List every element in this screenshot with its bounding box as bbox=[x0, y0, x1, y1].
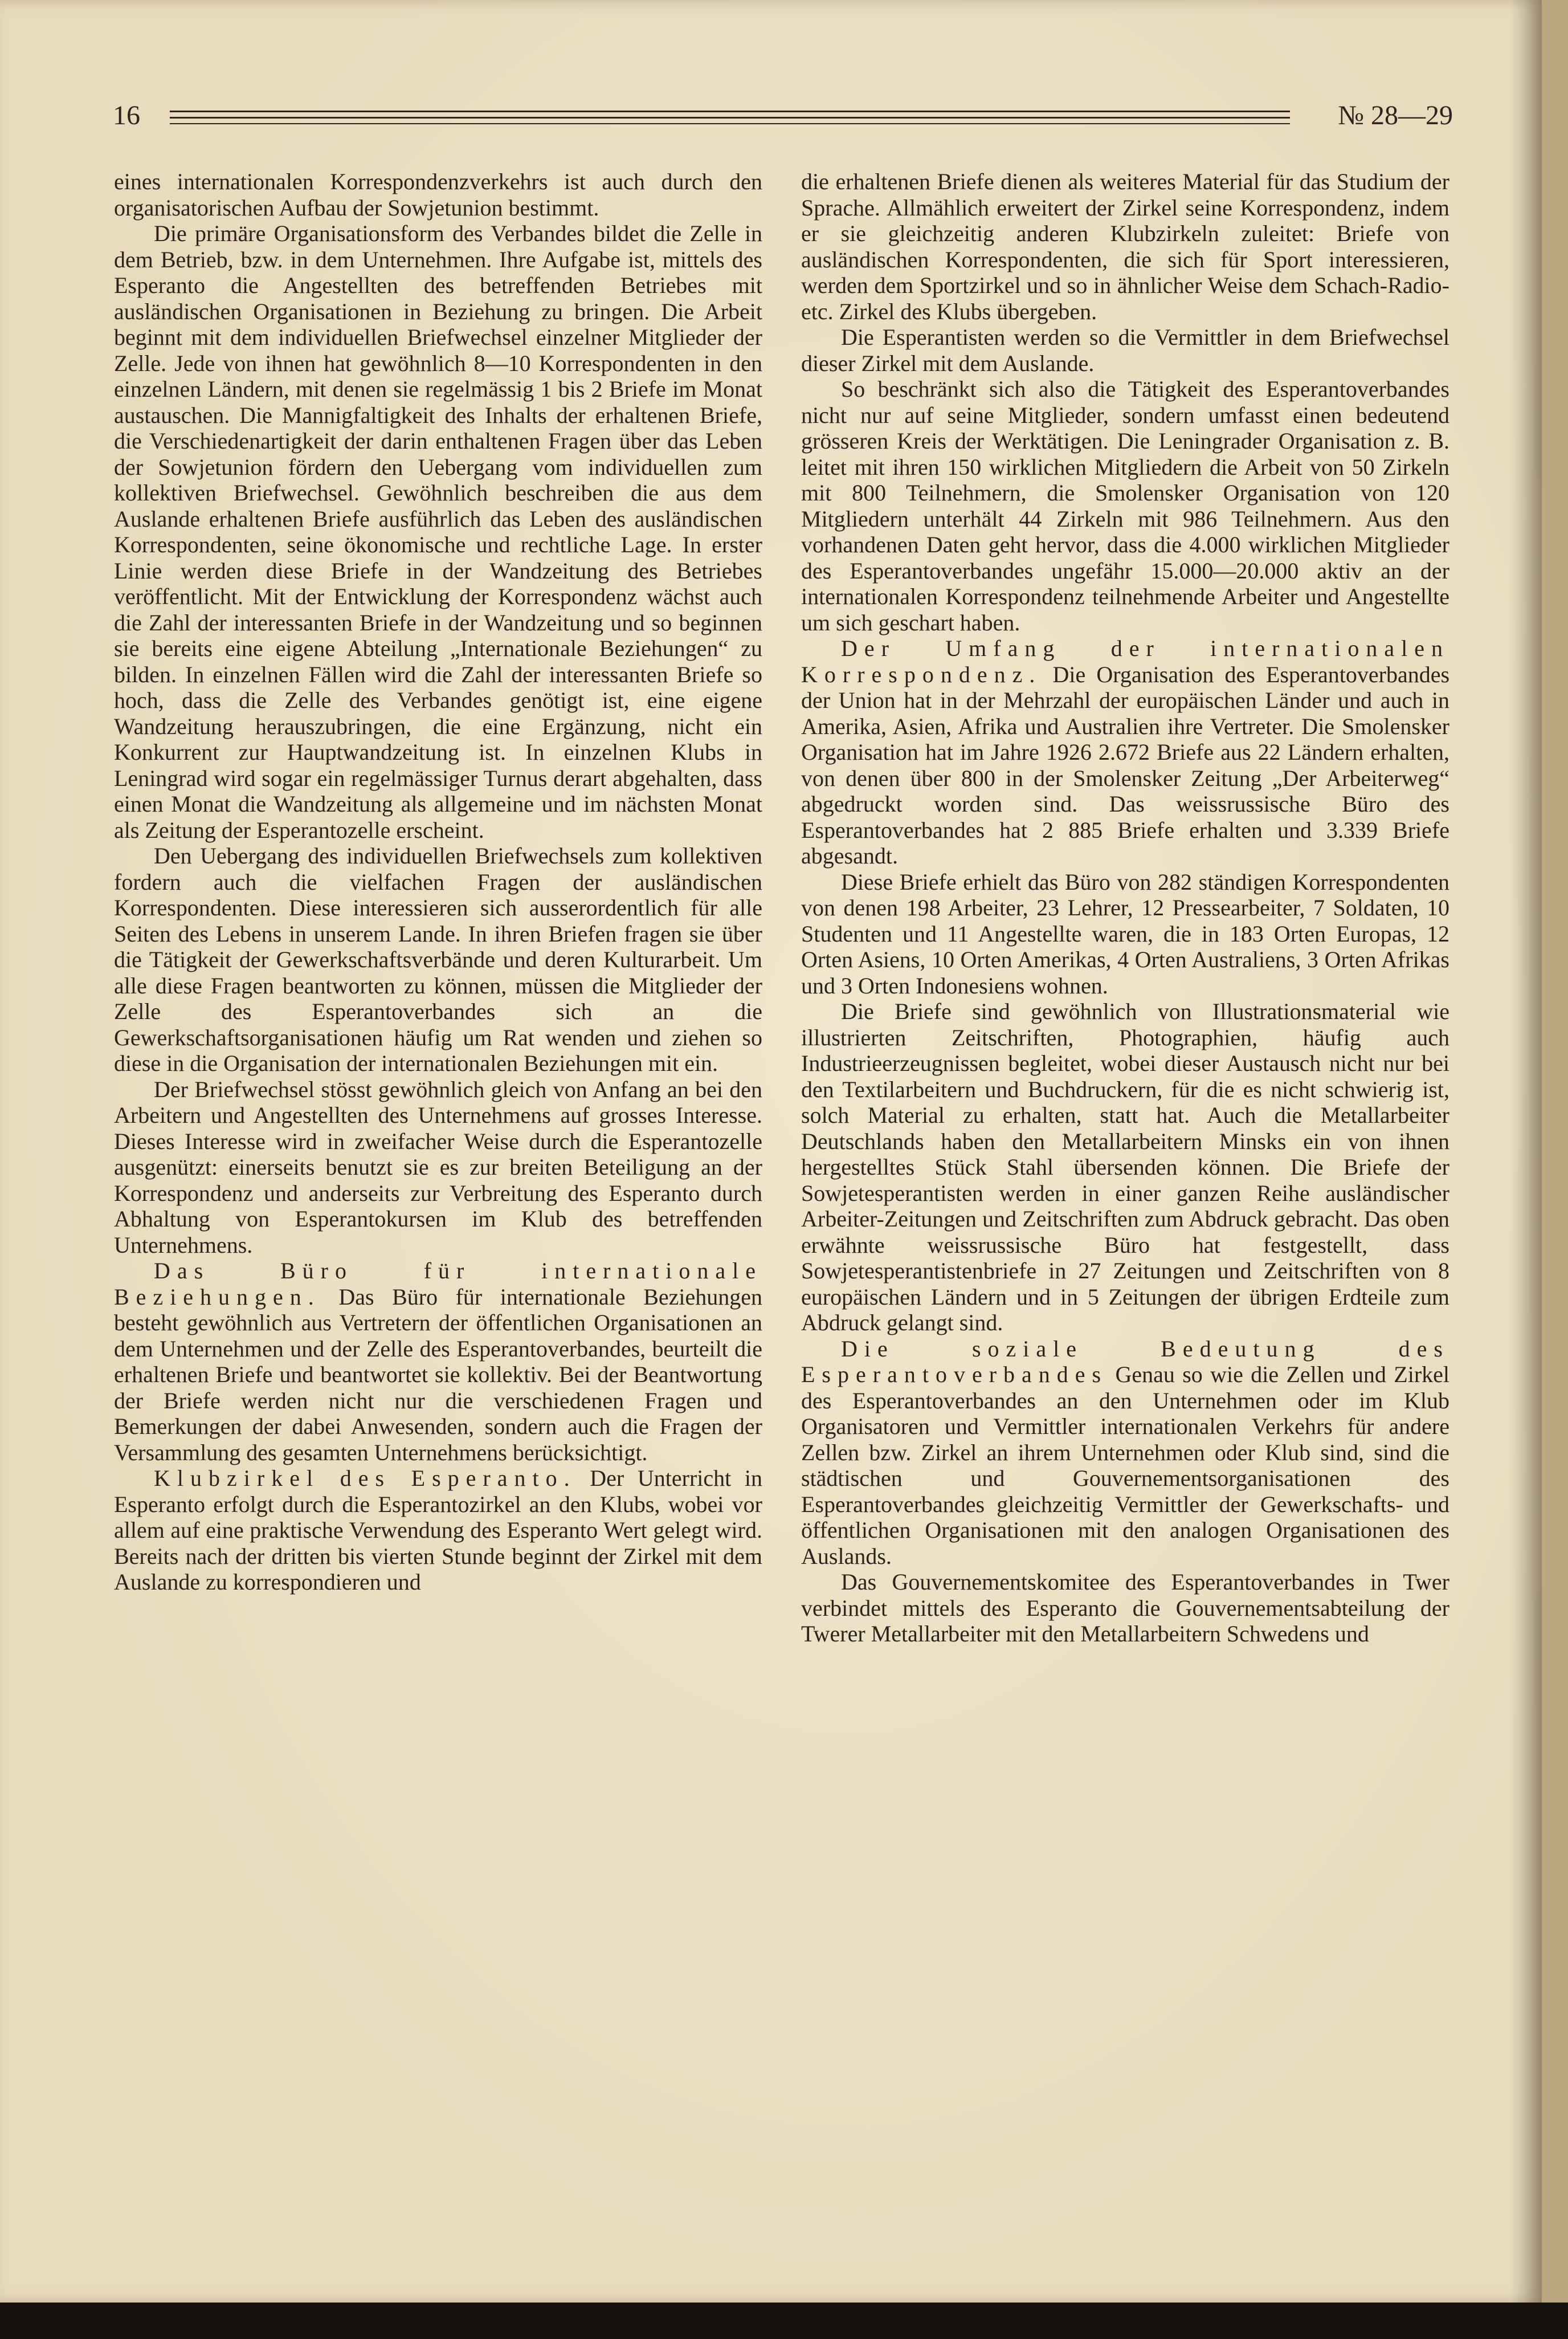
section-heading: Die soziale Bedeutung des Esperantoverbandes bbox=[801, 1335, 1449, 1387]
paragraph bbox=[801, 1569, 1449, 1647]
issue-number: № 28—29 bbox=[1338, 100, 1453, 131]
paragraph-text: Der Briefwechsel stösst gewöhnlich gleich von Anfang an bei den Arbeitern und Angestellten des Unternehmens auf grosses Interesse. Dieses Interesse wird in zweifacher Weise durch die Esperantozelle ausgenützt: einerseits benutzt sie es zur breiten Beteiligung an der Korrespondenz und anderseits zur Verbreitung des Esperanto durch Abhaltung von Esperantokursen im Klub des betreffenden Unternehmens. bbox=[114, 1076, 762, 1258]
page-number: 16 bbox=[113, 100, 140, 131]
paragraph-text: Genau so wie die Zellen und Zirkel des Esperantoverbandes an den Unternehmen oder im Klub Organisatoren und Vermittler internationalen Verkehrs für andere Zellen bzw. Zirkel an ihrem Unternehmen oder Klub sind, sind die städtischen und Gouvernementsorganisationen des Esperantoverbandes gleichzeitig Vermittler der Gewerkschafts- und öffentlichen Organisationen mit den analogen Organisationen des Auslands. bbox=[801, 1362, 1450, 1569]
section-heading: Klubzirkel des Esperanto. bbox=[154, 1465, 577, 1491]
paragraph bbox=[801, 869, 1449, 999]
paragraph-text: So beschränkt sich also die Tätigkeit des Esperantoverbandes nicht nur auf seine Mitglieder, sondern umfasst einen bedeutend grösseren Kreis der Werktätigen. Die Leningrader Organisation z. B. leitet mit ihren 150 wirklichen Mitgliedern die Arbeit von 50 Zirkeln mit 800 Teilnehmern, die Smolensker Organisation von 120 Mitgliedern unterhält 44 Zirkeln mit 986 Teilnehmern. Aus den vorhandenen Daten geht hervor, dass die 4.000 wirklichen Mitglieder des Esperantoverbandes ungefähr 15.000—20.000 aktiv an der internationalen Korrespondenz teilnehmende Arbeiter und Angestellte um sich geschart haben. bbox=[801, 376, 1449, 635]
left-column bbox=[114, 169, 762, 1595]
paragraph-text: Der Unterricht in Esperanto erfolgt durch die Esperantozirkel an den Klubs, wobei vor allem auf eine praktische Verwendung des Esperanto Wert gelegt wird. Bereits nach der dritten bis vierten Stunde beginnt der Zirkel mit dem Auslande zu korrespondieren und bbox=[114, 1465, 763, 1595]
paragraph bbox=[801, 999, 1449, 1336]
paragraph-text: Das Büro für internationale Beziehungen besteht gewöhnlich aus Vertretern der öffentlichen Organisationen an dem Unternehmen und der Zelle des Esperantoverbandes, beurteilt die erhaltenen Briefe und beantwortet sie kollektiv. Bei der Beantwortung der Briefe werden nicht nur die verschiedenen Fragen und Bemerkungen der dabei Anwesenden, sondern auch die Fragen der Versammlung des gesamten Unternehmens berücksichtigt. bbox=[114, 1283, 763, 1465]
paragraph bbox=[801, 169, 1449, 324]
paragraph-text: eines internationalen Korrespondenzverkehrs ist auch durch den organisatorischen Aufbau der Sowjetunion bestimmt. bbox=[114, 169, 762, 221]
section-heading: Das Büro für internationale Beziehungen. bbox=[114, 1258, 762, 1310]
paragraph bbox=[801, 1336, 1449, 1570]
binding-edge bbox=[1542, 0, 1568, 2339]
paragraph-text: Die Esperantisten werden so die Vermittler in dem Briefwechsel dieser Zirkel mit dem Auslande. bbox=[801, 324, 1449, 376]
header-rule bbox=[170, 111, 1290, 119]
paragraph bbox=[114, 843, 762, 1077]
scan-background bbox=[0, 2303, 1568, 2339]
right-column bbox=[801, 169, 1449, 1647]
paragraph-text: die erhaltenen Briefe dienen als weiteres Material für das Studium der Sprache. Allmählich erweitert der Zirkel seine Korrespondenz, indem er sie gleichzeitig anderen Klubzirkeln zuleitet: Briefe von ausländischen Korrespondenten, die sich für Sport interessieren, werden dem Sportzirkel und so in ähnlicher Weise dem Schach-Radio-etc. Zirkel des Klubs übergeben. bbox=[801, 169, 1449, 324]
page-edge-shadow bbox=[1510, 0, 1542, 2303]
section-heading: Der Umfang der internationalen Korrespondenz. bbox=[801, 635, 1449, 687]
paragraph-text: Das Gouvernementskomitee des Esperantoverbandes in Twer verbindet mittels des Esperanto die Gouvernementsabteilung der Twerer Metallarbeiter mit den Metallarbeitern Schwedens und bbox=[801, 1569, 1449, 1647]
paragraph-text: Den Uebergang des individuellen Briefwechsels zum kollektiven fordern auch die vielfachen Fragen der ausländischen Korrespondenten. Diese interessieren sich ausserordentlich für alle Seiten des Lebens in unserem Lande. In ihren Briefen fragen sie über die Tätigkeit der Gewerkschaftsverbände und deren Kulturarbeit. Um alle diese Fragen beantworten zu können, müssen die Mitglieder der Zelle des Esperantoverbandes sich an die Gewerkschaftsorganisationen häufig um Rat wenden und ziehen so diese in die Organisation der internationalen Beziehungen mit ein. bbox=[114, 843, 762, 1076]
paragraph-text: Die Briefe sind gewöhnlich von Illustrationsmaterial wie illustrierten Zeitschriften, Photographien, häufig auch Industrieerzeugnissen begleitet, wobei dieser Austausch nicht nur bei den Textilarbeitern und Buchdruckern, für die es nicht schwierig ist, solch Material zu erhalten, statt hat. Auch die Metallarbeiter Deutschlands haben den Metallarbeitern Minsks ein von ihnen hergestelltes Stück Stahl übersenden können. Die Briefe der Sowjetesperantisten werden in einer ganzen Reihe ausländischer Arbeiter-Zeitungen und Zeitschriften zum Abdruck gebracht. Das oben erwähnte weissrussische Büro hat festgestellt, dass Sowjetesperantistenbriefe in 27 Zeitungen und Zeitschriften von 8 europäischen Ländern und in 5 Zeitungen der übrigen Erdteile zum Abdruck gelangt sind. bbox=[801, 999, 1449, 1335]
paragraph bbox=[801, 324, 1449, 376]
paragraph bbox=[114, 169, 762, 221]
paragraph-text: Die primäre Organisationsform des Verbandes bildet die Zelle in dem Betrieb, bzw. in dem Unternehmen. Ihre Aufgabe ist, mittels des Esperanto die Angestellten des betreffenden Betriebes mit ausländischen Organisationen in Beziehung zu bringen. Die Arbeit beginnt mit dem individuellen Briefwechsel einzelner Mitglieder der Zelle. Jede von ihnen hat gewöhnlich 8—10 Korrespondenten in den einzelnen Ländern, mit denen sie regelmässig 1 bis 2 Briefe im Monat austauschen. Die Mannigfaltigkeit des Inhalts der erhaltenen Briefe, die Verschiedenartigkeit der darin enthaltenen Fragen über das Leben der Sowjetunion fördern den Uebergang vom individuellen zum kollektiven Briefwechsel. Gewöhnlich beschreiben die aus dem Auslande erhaltenen Briefe ausführlich das Leben des ausländischen Korrespondenten, seine ökonomische und rechtliche Lage. In erster Linie werden diese Briefe in der Wandzeitung des Betriebes veröffentlicht. Mit der Entwicklung der Korrespondenz wächst auch die Zahl der interessanten Briefe in der Wandzeitung und so beginnen sie bereits eine eigene Abteilung „Internationale Beziehungen“ zu bilden. In einzelnen Fällen wird die Zahl der interessanten Briefe so hoch, dass die Zelle des Verbandes genötigt ist, eine eigene Wandzeitung herauszubringen, die eine Ergänzung, nicht ein Konkurrent zur Hauptwandzeitung ist. In einzelnen Klubs in Leningrad wird sogar ein regelmässiger Turnus derart abgehalten, dass einen Monat die Wandzeitung als allgemeine und im nächsten Monat als Zeitung der Esperantozelle erscheint. bbox=[114, 221, 762, 843]
paragraph bbox=[801, 376, 1449, 635]
paragraph bbox=[801, 635, 1449, 869]
header-rule-thin bbox=[170, 123, 1290, 124]
paragraph-text: Diese Briefe erhielt das Büro von 282 ständigen Korrespondenten von denen 198 Arbeiter, 23 Lehrer, 12 Pressearbeiter, 7 Soldaten, 10 Studenten und 11 Angestellte waren, die in 183 Orten Europas, 12 Orten Asiens, 10 Orten Amerikas, 4 Orten Australiens, 3 Orten Afrikas und 3 Orten Indonesiens wohnen. bbox=[801, 869, 1449, 999]
paragraph-text: Die Organisation des Esperantoverbandes der Union hat in der Mehrzahl der europäischen Länder und auch in Amerika, Asien, Afrika und Australien ihre Vertreter. Die Smolensker Organisation hat im Jahre 1926 2.672 Briefe aus 22 Ländern erhalten, von denen über 800 in der Smolensker Zeitung „Der Arbeiterweg“ abgedruckt worden sind. Das weissrussische Büro des Esperantoverbandes hat 2 885 Briefe erhalten und 3.339 Briefe abgesandt. bbox=[801, 661, 1450, 869]
paragraph bbox=[114, 221, 762, 843]
page-header bbox=[113, 96, 1453, 136]
paragraph bbox=[114, 1465, 762, 1595]
paragraph bbox=[114, 1077, 762, 1258]
paragraph bbox=[114, 1258, 762, 1465]
